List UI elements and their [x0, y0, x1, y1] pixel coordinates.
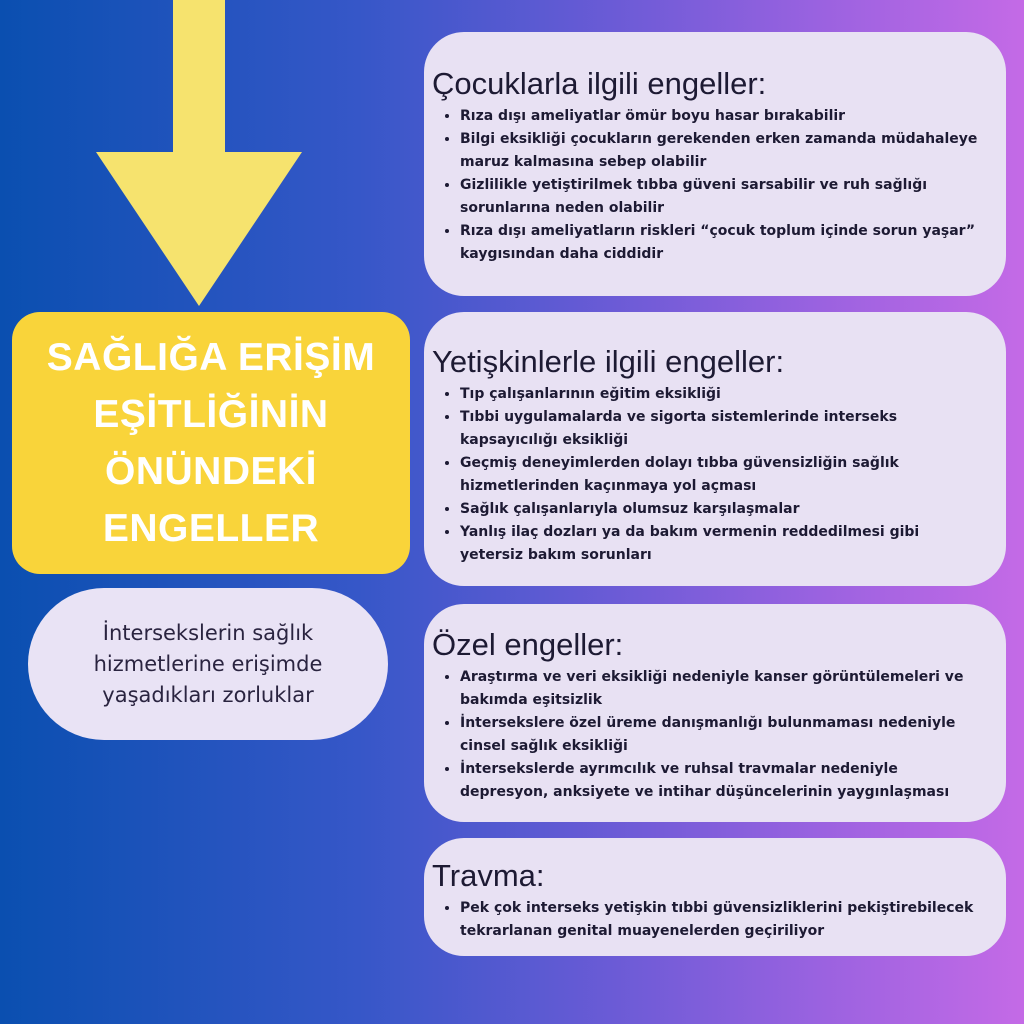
bullet-list — [432, 383, 986, 567]
list-item: • Gizlilikle yetiştirilmek tıbba güveni sarsabilir ve ruh sağlığı sorunlarına neden olabilir — [460, 174, 986, 220]
main-title-line-3: ÖNÜNDEKİ — [104, 450, 317, 493]
section-heading: Yetişkinlerle ilgili engeller: — [432, 344, 785, 379]
bullet-list — [432, 105, 986, 266]
list-item: • İntersekslerde ayrımcılık ve ruhsal travmalar nedeniyle depresyon, anksiyete ve intihar düşüncelerinin yaygınlaşması — [460, 758, 986, 804]
list-item: • Bilgi eksikliği çocukların gerekenden erken zamanda müdahaleye maruz kalmasına sebep olabilir — [460, 128, 986, 174]
section-heading: Özel engeller: — [432, 627, 624, 662]
main-title-line-1: SAĞLIĞA ERİŞİM — [46, 336, 376, 379]
subtitle-pill — [28, 588, 388, 740]
section-heading: Travma: — [432, 858, 545, 893]
main-title-line-2: EŞİTLİĞİNİN — [93, 393, 329, 436]
section-card-adults — [424, 312, 1006, 586]
section-card-special — [424, 604, 1006, 822]
list-item: • Rıza dışı ameliyatlar ömür boyu hasar bırakabilir — [460, 105, 986, 128]
subtitle-text: İntersekslerin sağlık hizmetlerine erişimde yaşadıkları zorluklar — [93, 620, 323, 707]
bullet-list — [432, 666, 986, 804]
down-arrow-icon — [96, 0, 302, 306]
bullet-list — [432, 897, 986, 943]
list-item: • Geçmiş deneyimlerden dolayı tıbba güvensizliğin sağlık hizmetlerinden kaçınmaya yol açması — [460, 452, 986, 498]
list-item: • Pek çok interseks yetişkin tıbbi güvensizliklerini pekiştirebilecek tekrarlanan genital muayenelerden geçiriliyor — [460, 897, 986, 943]
section-card-trauma — [424, 838, 1006, 956]
section-card-children — [424, 32, 1006, 296]
list-item: • Tıp çalışanlarının eğitim eksikliği — [460, 383, 986, 406]
list-item: • Yanlış ilaç dozları ya da bakım vermenin reddedilmesi gibi yetersiz bakım sorunları — [460, 521, 986, 567]
main-title-line-4: ENGELLER — [102, 507, 320, 550]
list-item: • Araştırma ve veri eksikliği nedeniyle kanser görüntülemeleri ve bakımda eşitsizlik — [460, 666, 986, 712]
list-item: • Sağlık çalışanlarıyla olumsuz karşılaşmalar — [460, 498, 986, 521]
list-item: • Tıbbi uygulamalarda ve sigorta sistemlerinde interseks kapsayıcılığı eksikliği — [460, 406, 986, 452]
down-arrow-shape — [96, 0, 302, 306]
list-item: • Rıza dışı ameliyatların riskleri “çocuk toplum içinde sorun yaşar” kaygısından daha ciddidir — [460, 220, 986, 266]
section-heading: Çocuklarla ilgili engeller: — [432, 66, 767, 101]
main-title-box — [12, 312, 410, 574]
list-item: • İntersekslere özel üreme danışmanlığı bulunmaması nedeniyle cinsel sağlık eksikliği — [460, 712, 986, 758]
